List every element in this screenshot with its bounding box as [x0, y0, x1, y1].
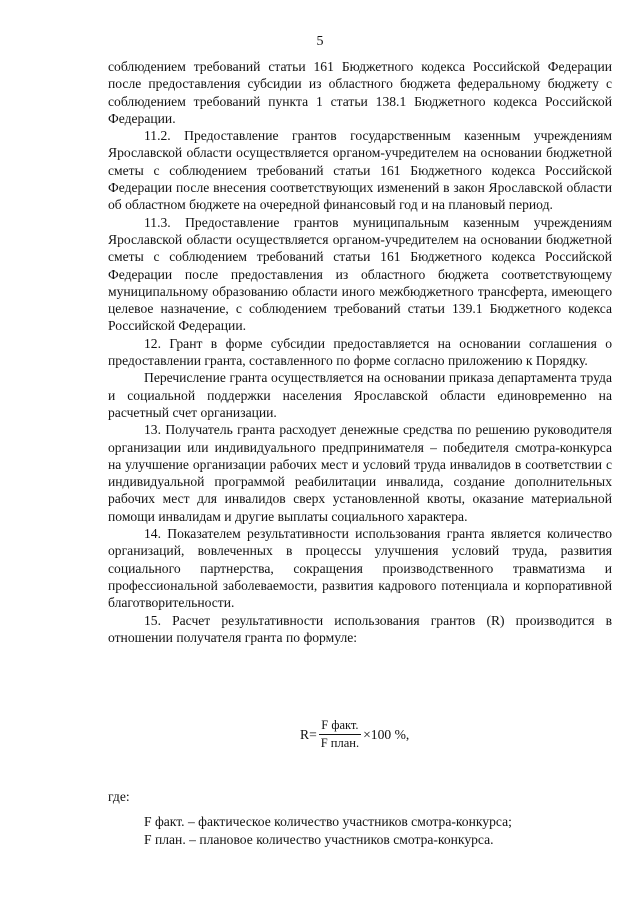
document-body	[108, 58, 612, 646]
formula-fraction	[319, 718, 361, 751]
formula	[300, 718, 409, 751]
formula-numerator: F факт.	[319, 718, 360, 735]
where-label: где:	[108, 789, 130, 804]
formula-denominator: F план.	[320, 736, 360, 750]
paragraph-11-2: 11.2. Предоставление грантов государственным казенным учреждениям Ярославской области осуществляется органом-учредителем на основании бюджетной сметы с соблюдением требований статьи 161 Бюджетного кодекса Российской Федерации после внесения соответствующих изменений в закон Ярославской области об областном бюджете на очередной финансовый год и на плановый период.	[108, 128, 612, 213]
formula-lhs: R=	[300, 726, 317, 742]
paragraph-14: 14. Показателем результативности использования гранта является количество организаций, вовлеченных в процессы улучшения условий труда, развития социального партнерства, сокращения производственного травматизма и профессиональной заболеваемости, развития кадрового потенциала и корпоративной благотворительности.	[108, 526, 612, 611]
paragraph-11-3: 11.3. Предоставление грантов муниципальным казенным учреждениям Ярославской области осуществляется органом-учредителем на основании бюджетной сметы с соблюдением требований статьи 161 Бюджетного кодекса Российской Федерации после предоставления из областного бюджета соответствующему муниципальному образованию области иного межбюджетного трансферта, имеющего целевое назначение, с соблюдением требований статьи 139.1 Бюджетного кодекса Российской Федерации.	[108, 214, 612, 334]
formula-rhs: ×100 %,	[363, 726, 410, 742]
page-number: 5	[316, 34, 324, 49]
paragraph-13: 13. Получатель гранта расходует денежные средства по решению руководителя организации или индивидуального предпринимателя – победителя смотра-конкурса на улучшение организации рабочих мест и условий труда инвалидов в соответствии с индивидуальной программой реабилитации инвалида, создание дополнительных рабочих мест для инвалидов сверх установленной квоты, оказание материальной помощи инвалидам и другие выплаты социального характера.	[108, 422, 612, 524]
definition-f-plan: F план. – плановое количество участников смотра-конкурса.	[144, 831, 494, 847]
paragraph-continuation: соблюдением требований статьи 161 Бюджетного кодекса Российской Федерации после предоставления субсидии из областного бюджета федеральному бюджету с соблюдением требований пункта 1 статьи 138.1 Бюджетного кодекса Российской Федерации.	[108, 59, 612, 126]
definition-f-fact: F факт. – фактическое количество участников смотра-конкурса;	[144, 814, 512, 830]
paragraph-15: 15. Расчет результативности использования грантов (R) производится в отношении получателя гранта по формуле:	[108, 612, 612, 645]
formula-legend	[108, 788, 612, 848]
paragraph-transfer: Перечисление гранта осуществляется на основании приказа департамента труда и социальной поддержки населения Ярославской области единовременно на расчетный счет организации.	[108, 370, 612, 420]
paragraph-12: 12. Грант в форме субсидии предоставляется на основании соглашения о предоставлении гранта, составленного по форме согласно приложению к Порядку.	[108, 335, 612, 369]
